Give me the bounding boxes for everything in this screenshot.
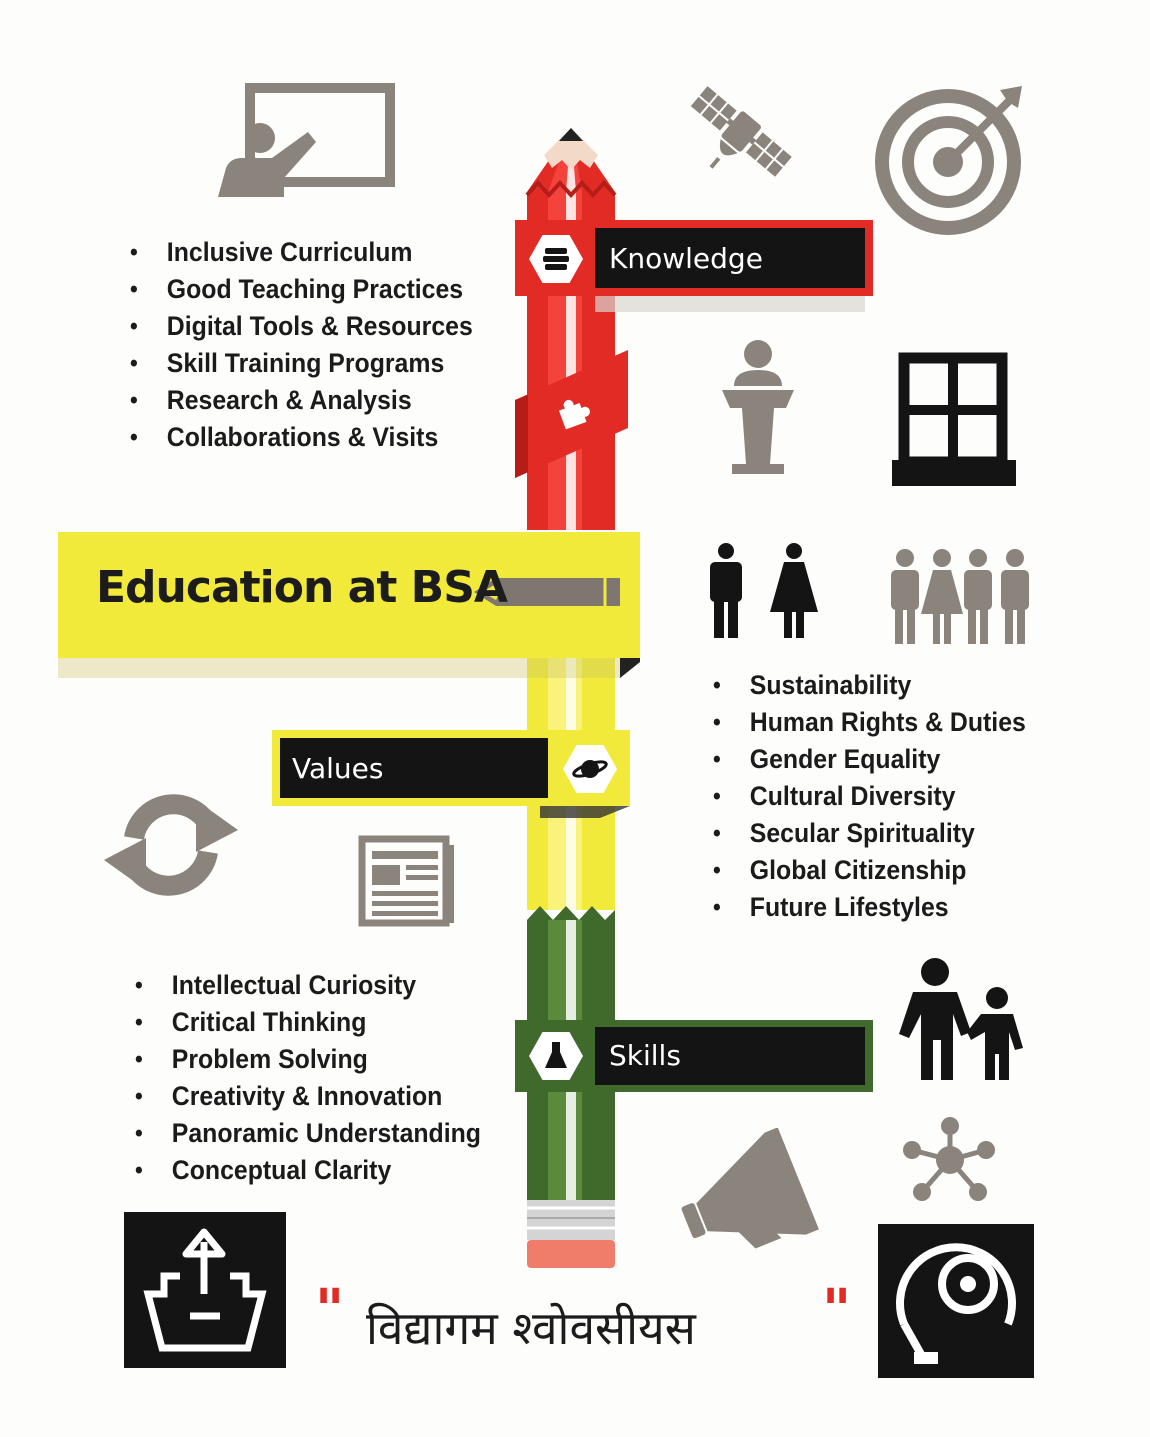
list-item: • Global Citizenship: [713, 852, 1026, 889]
motto-open-quote: ": [315, 1278, 345, 1343]
newspaper-icon: [358, 835, 456, 927]
satellite-icon: [683, 78, 798, 188]
knowledge-list: [130, 234, 503, 456]
network-icon: [900, 1116, 1000, 1204]
list-item: • Human Rights & Duties: [713, 704, 1026, 741]
skills-label: Skills: [609, 1039, 681, 1072]
page-title: Education at BSA: [96, 562, 507, 613]
refresh-icon: [100, 786, 242, 904]
puzzle-icon: [553, 394, 593, 434]
list-item: • Digital Tools & Resources: [130, 308, 473, 345]
motto-close-quote: ": [822, 1278, 852, 1343]
pencil-eraser: [527, 1200, 615, 1268]
window-icon: [890, 352, 1018, 488]
list-item: • Problem Solving: [135, 1041, 481, 1078]
list-item: • Gender Equality: [713, 741, 1026, 778]
target-icon: [872, 82, 1032, 237]
skills-list: [135, 967, 511, 1189]
list-item: • Future Lifestyles: [713, 889, 1026, 926]
podium-speaker-icon: [718, 338, 798, 478]
list-item: • Intellectual Curiosity: [135, 967, 481, 1004]
motto-text: विद्यागम श्वोवसीयस: [366, 1301, 696, 1355]
list-item: • Critical Thinking: [135, 1004, 481, 1041]
bell-icon: [878, 1224, 1034, 1378]
list-item: • Cultural Diversity: [713, 778, 1026, 815]
list-item: • Research & Analysis: [130, 382, 473, 419]
list-item: • Conceptual Clarity: [135, 1152, 481, 1189]
list-item: • Panoramic Understanding: [135, 1115, 481, 1152]
values-list: [713, 667, 1053, 926]
parent-child-icon: [897, 956, 1027, 1084]
upload-tray-icon: [124, 1212, 286, 1368]
list-item: • Good Teaching Practices: [130, 271, 473, 308]
list-item: • Creativity & Innovation: [135, 1078, 481, 1115]
list-item: • Secular Spirituality: [713, 815, 1026, 852]
group-people-icon: [887, 548, 1037, 646]
list-item: • Sustainability: [713, 667, 1026, 704]
megaphone-icon: [666, 1128, 826, 1258]
list-item: • Skill Training Programs: [130, 345, 473, 382]
list-item: • Collaborations & Visits: [130, 419, 473, 456]
knowledge-label: Knowledge: [609, 242, 763, 275]
pencil-red-section: [527, 128, 615, 530]
teacher-board-icon: [212, 82, 397, 202]
values-label: Values: [292, 752, 384, 785]
man-woman-icon: [700, 542, 825, 640]
list-item: • Inclusive Curriculum: [130, 234, 473, 271]
